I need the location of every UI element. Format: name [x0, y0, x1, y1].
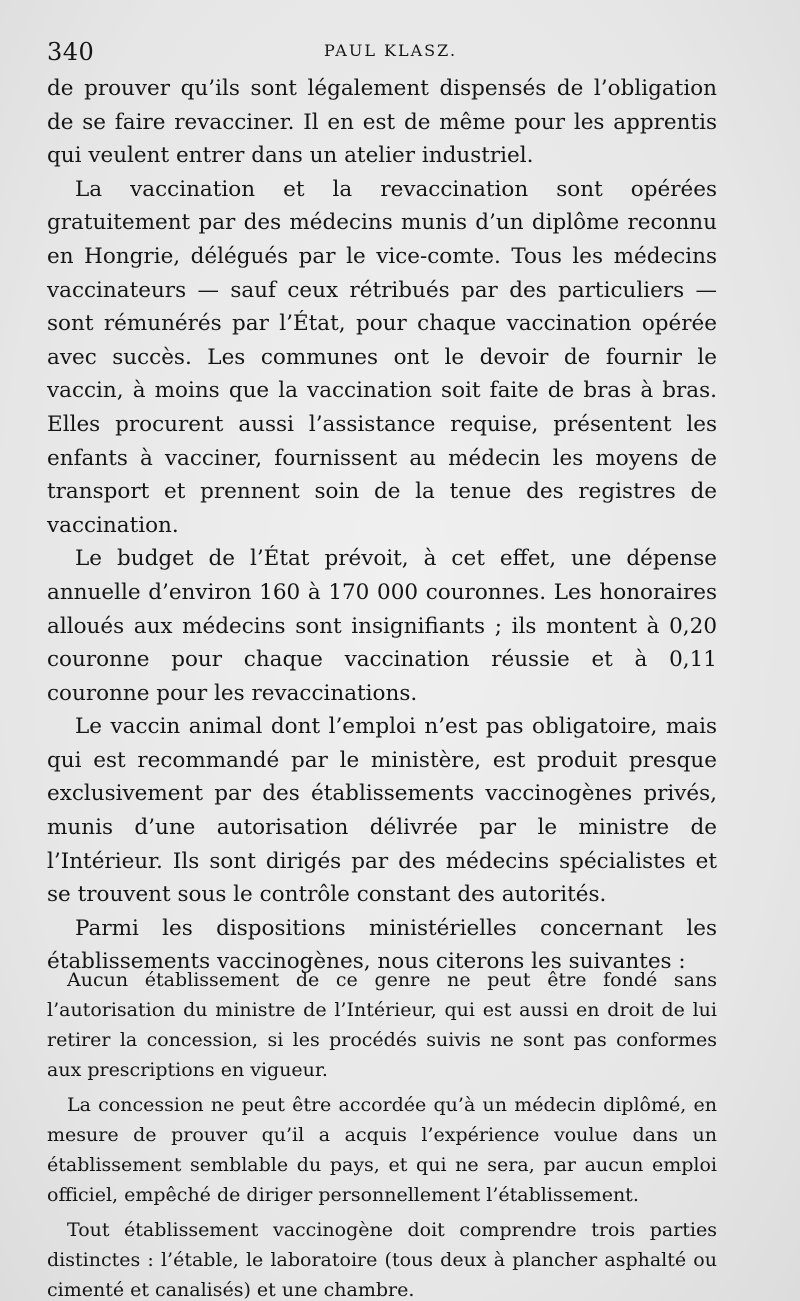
paragraph-vaccination: La vaccination et la revaccination sont opérées gratuitement par des médecins munis d’un diplôme reconnu en Hongrie, délégués par le vice-comte. Tous les médecins vaccinateurs — sauf ceux rétribués par des particuliers — sont rémunérés par l’État, pour chaque vaccination opérée avec succès. Les communes ont le devoir de fournir le vaccin, à moins que la vaccination soit faite de bras à bras. Elles procurent aussi l’assistance requise, présentent les enfants à vacciner, fournissent au médecin les moyens de transport et prennent soin de la tenue des registres de vaccination.	[47, 176, 717, 538]
paragraph-animal-vaccine: Le vaccin animal dont l’emploi n’est pas obligatoire, mais qui est recommandé par le ministère, est produit presque exclusivement par des établissements vaccinogènes privés, munis d’une autorisation délivrée par le ministre de l’Intérieur. Ils sont dirigés par des médecins spécialistes et se trouvent sous le contrôle constant des autorités.	[47, 714, 717, 908]
provision-concession: La concession ne peut être accordée qu’à un médecin diplômé, en mesure de prouver qu’il a acquis l’expérience voulue dans un établissement semblable du pays, et qui ne sera, par aucun emploi officiel, empêché de diriger personnellement l’établissement.	[47, 1094, 717, 1206]
provision-authorization: Aucun établissement de ce genre ne peut être fondé sans l’autorisation du ministre de l’Intérieur, qui est aussi en droit de lui retirer la concession, si les procédés suivis ne sont pas conformes aux prescriptions en vigueur.	[47, 969, 717, 1081]
running-head: PAUL KLASZ.	[324, 41, 458, 60]
provision-facilities: Tout établissement vaccinogène doit comprendre trois parties distinctes : l’étable, le laboratoire (tous deux à plancher asphalté ou cimenté et canalisés) et une chambre.	[47, 1219, 717, 1301]
main-text	[47, 72, 717, 979]
quoted-provisions	[47, 965, 717, 1301]
paragraph-continuation: de prouver qu’ils sont légalement dispensés de l’obligation de se faire revacciner. Il en est de même pour les apprentis qui veulent entrer dans un atelier industriel.	[47, 76, 717, 169]
page-number: 340	[47, 38, 95, 66]
paragraph-budget: Le budget de l’État prévoit, à cet effet, une dépense annuelle d’environ 160 à 170 000 couronnes. Les honoraires alloués aux médecins sont insignifiants ; ils montent à 0,20 couronne pour chaque vaccination réussie et à 0,11 couronne pour les revaccinations.	[47, 546, 717, 706]
paragraph-dispositions: Parmi les dispositions ministérielles concernant les établissements vaccinogènes, nous citerons les suivantes :	[47, 915, 717, 975]
page-header	[47, 38, 747, 68]
